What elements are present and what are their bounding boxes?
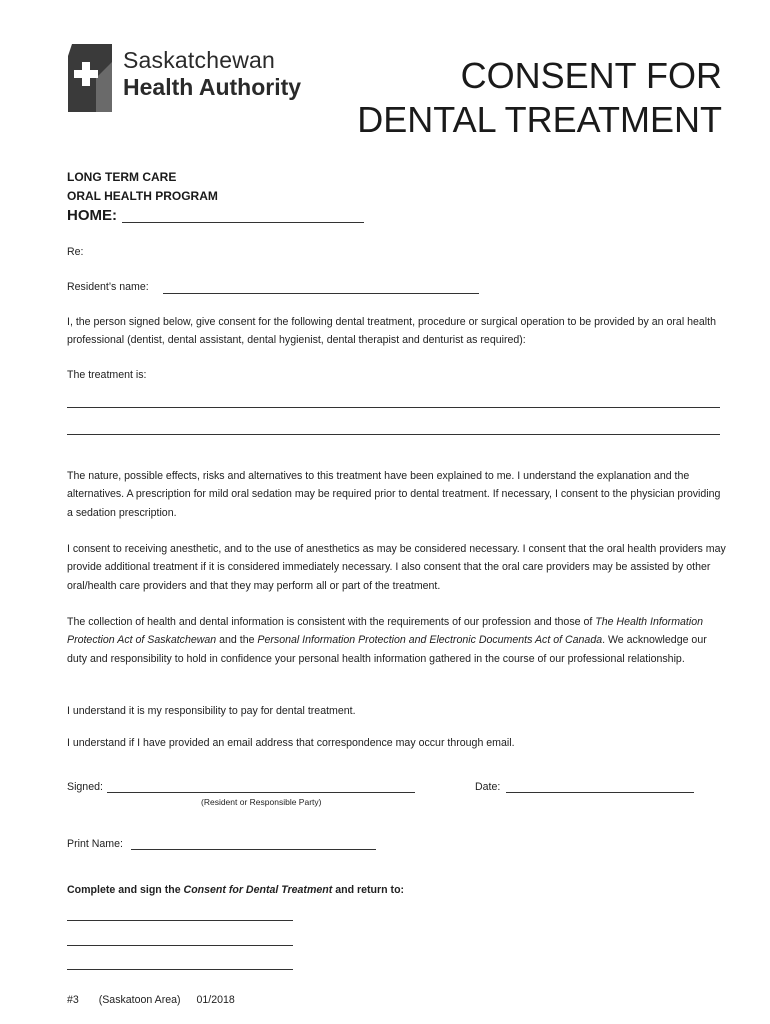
print-name-field[interactable] [131, 849, 376, 850]
signed-field[interactable] [107, 792, 415, 793]
footer [67, 994, 235, 1006]
collection-act2: Personal Information Protection and Electronic Documents Act of Canada [257, 634, 603, 647]
org-name-line2: Health Authority [123, 74, 302, 100]
collection-text-b: . We acknowledge our duty and responsibility to hold in confidence your personal health information gathered in the course of our professional relationship. [67, 634, 707, 665]
collection-paragraph [67, 613, 727, 668]
footer-area: (Saskatoon Area) [98, 994, 181, 1006]
title-line2: DENTAL TREATMENT [357, 99, 722, 140]
consent-intro-paragraph: I, the person signed below, give consent for the following dental treatment, procedure or surgical operation to be provided by an oral health professional (dentist, dental assistant, dental hygienist, dental therapist and denturist as required): [67, 316, 716, 347]
resident-name-field[interactable] [163, 293, 479, 294]
signed-note: (Resident or Responsible Party) [201, 797, 322, 807]
re-label: Re: [67, 246, 84, 258]
email-paragraph: I understand if I have provided an email address that correspondence may occur through email. [67, 737, 515, 749]
collection-and: and the [216, 634, 258, 647]
return-address-line3[interactable] [67, 969, 293, 970]
collection-text-a: The collection of health and dental information is consistent with the requirements of our profession and those of [67, 616, 596, 628]
footer-number: #3 [67, 994, 79, 1006]
footer-date: 01/2018 [196, 994, 235, 1006]
program-line2: ORAL HEALTH PROGRAM [67, 189, 218, 203]
home-label: HOME: [67, 207, 117, 224]
saskatchewan-map-icon [66, 42, 118, 114]
return-prefix: Complete and sign the [67, 884, 184, 896]
document-title [357, 54, 722, 142]
date-field[interactable] [506, 792, 694, 793]
program-line1: LONG TERM CARE [67, 170, 177, 184]
return-address-line2[interactable] [67, 945, 293, 946]
org-name-line1: Saskatchewan [123, 47, 275, 73]
pay-paragraph: I understand it is my responsibility to pay for dental treatment. [67, 705, 356, 717]
treatment-field-line2[interactable] [67, 434, 720, 435]
print-name-label: Print Name: [67, 838, 123, 850]
treatment-field-line1[interactable] [67, 407, 720, 408]
date-label: Date: [475, 781, 501, 793]
resident-name-label: Resident’s name: [67, 281, 149, 293]
signed-label: Signed: [67, 781, 103, 793]
collection-act1: The Health Information Protection Act of Saskatchewan [67, 616, 703, 647]
return-instruction [67, 884, 404, 896]
title-line1: CONSENT FOR [460, 55, 722, 96]
treatment-label: The treatment is: [67, 369, 147, 381]
anesthetic-paragraph: I consent to receiving anesthetic, and to the use of anesthetics as may be considered necessary. I consent that the oral health providers may provide additional treatment if it is considered immediately necessary. I also consent that the oral care providers may be assisted by other oral/health care providers and that they may perform all or part of the treatment. [67, 543, 726, 592]
nature-paragraph: The nature, possible effects, risks and alternatives to this treatment have been explained to me. I understand the explanation and the alternatives. A prescription for mild oral sedation may be required prior to dental treatment. If necessary, I consent to the physician providing a sedation prescription. [67, 470, 721, 519]
return-doc-name: Consent for Dental Treatment [183, 884, 333, 896]
home-field[interactable] [122, 222, 364, 223]
return-suffix: and return to: [332, 884, 405, 896]
return-address-line1[interactable] [67, 920, 293, 921]
